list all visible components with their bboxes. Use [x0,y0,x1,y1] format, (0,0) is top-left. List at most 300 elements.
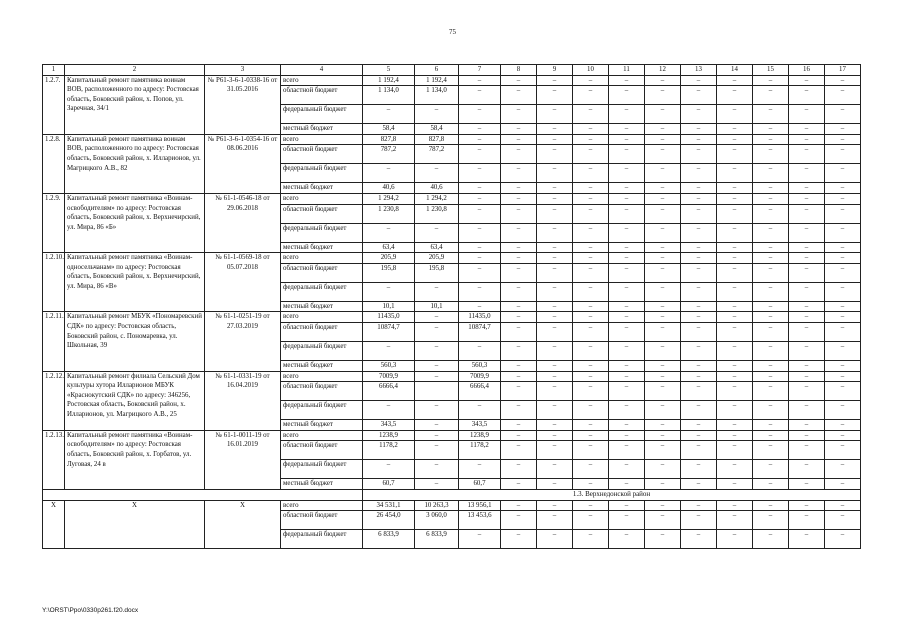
empty-year-cell: – [573,183,609,194]
empty-year-cell: – [609,401,645,420]
empty-year-cell: – [573,479,609,490]
empty-year-cell: – [645,86,681,105]
empty-year-cell: – [537,360,573,371]
amount-cell: 343,5 [459,420,501,431]
amount-cell: – [415,282,459,301]
header-cell: 13 [681,65,717,76]
empty-year-cell: – [825,204,861,223]
amount-cell: – [459,282,501,301]
empty-year-cell: – [753,460,789,479]
empty-year-cell: – [501,401,537,420]
empty-year-cell: – [501,86,537,105]
empty-year-cell: – [789,312,825,323]
empty-year-cell: – [681,322,717,341]
empty-year-cell: – [609,360,645,371]
amount-cell: 205,9 [415,253,459,264]
empty-year-cell: – [825,242,861,253]
empty-year-cell: – [645,479,681,490]
amount-cell: 10874,7 [459,322,501,341]
budget-label: местный бюджет [281,124,363,135]
empty-year-cell: – [681,511,717,530]
amount-cell: 6 833,9 [415,530,459,549]
empty-year-cell: – [537,530,573,549]
empty-year-cell: – [825,145,861,164]
empty-year-cell: – [537,460,573,479]
empty-year-cell: – [717,301,753,312]
empty-year-cell: – [573,223,609,242]
empty-year-cell: – [717,204,753,223]
empty-year-cell: – [573,86,609,105]
empty-year-cell: – [789,382,825,401]
empty-year-cell: – [501,183,537,194]
empty-year-cell: – [537,511,573,530]
budget-label: федеральный бюджет [281,460,363,479]
amount-cell: 343,5 [363,420,415,431]
empty-year-cell: – [753,124,789,135]
empty-year-cell: – [681,341,717,360]
amount-cell: – [415,460,459,479]
empty-year-cell: – [537,441,573,460]
empty-year-cell: – [825,223,861,242]
empty-year-cell: – [825,420,861,431]
empty-year-cell: – [681,420,717,431]
record-document: № 61-1-0011-19 от 16.01.2019 [205,430,281,489]
header-cell: 11 [609,65,645,76]
amount-cell: 13 453,6 [459,511,501,530]
empty-year-cell: – [573,530,609,549]
amount-cell: – [459,75,501,86]
empty-year-cell: – [789,282,825,301]
table-row [43,253,861,264]
empty-year-cell: – [753,183,789,194]
empty-year-cell: – [645,460,681,479]
empty-year-cell: – [537,282,573,301]
empty-year-cell: – [609,75,645,86]
empty-year-cell: – [825,301,861,312]
empty-year-cell: – [717,145,753,164]
amount-cell: 1178,2 [459,441,501,460]
page-number: 75 [449,28,456,36]
amount-cell: 60,7 [363,479,415,490]
empty-year-cell: – [573,105,609,124]
empty-year-cell: – [717,282,753,301]
empty-year-cell: – [789,253,825,264]
empty-year-cell: – [681,183,717,194]
empty-year-cell: – [681,500,717,511]
empty-year-cell: – [789,164,825,183]
empty-year-cell: – [753,242,789,253]
empty-year-cell: – [609,341,645,360]
amount-cell: 34 531,1 [363,500,415,511]
empty-year-cell: – [825,500,861,511]
empty-year-cell: – [789,401,825,420]
empty-year-cell: – [681,460,717,479]
amount-cell: – [459,124,501,135]
empty-year-cell: – [717,441,753,460]
amount-cell: – [459,223,501,242]
empty-year-cell: – [825,282,861,301]
record-name: Капитальный ремонт МБУК «Пономаревский СДК» по адресу: Ростовская область, Боковский район, с. Пономаревка, ул. Школьная, 39 [65,312,205,371]
record-name: Капитальный ремонт памятника воинам ВОВ, расположенного по адресу: Ростовская область, Боковский район, х. Илларионов, ул. Магрицкого А.В., 82 [65,134,205,193]
amount-cell: – [415,360,459,371]
empty-year-cell: – [537,164,573,183]
empty-year-cell: – [717,105,753,124]
amount-cell: 40,6 [415,183,459,194]
empty-year-cell: – [609,420,645,431]
budget-label: всего [281,430,363,441]
empty-year-cell: – [681,86,717,105]
empty-year-cell: – [717,430,753,441]
amount-cell: 1 230,8 [415,204,459,223]
empty-year-cell: – [753,263,789,282]
amount-cell: 787,2 [415,145,459,164]
budget-label: всего [281,500,363,511]
empty-year-cell: – [753,105,789,124]
empty-year-cell: – [753,479,789,490]
empty-year-cell: – [753,420,789,431]
empty-year-cell: – [717,86,753,105]
amount-cell: 1238,9 [459,430,501,441]
investment-table-container [42,64,860,549]
record-name: Капитальный ремонт памятника «Воинам-освободителям» по адресу: Ростовская область, Боковский район, х. Верхнечирский, ул. Мира, 86 «Б» [65,193,205,252]
amount-cell: – [363,105,415,124]
empty-year-cell: – [753,145,789,164]
empty-year-cell: – [537,479,573,490]
empty-year-cell: – [537,341,573,360]
empty-year-cell: – [717,124,753,135]
empty-year-cell: – [717,223,753,242]
amount-cell: 7009,9 [459,371,501,382]
empty-year-cell: – [789,441,825,460]
empty-year-cell: – [789,145,825,164]
empty-year-cell: – [609,124,645,135]
empty-year-cell: – [717,242,753,253]
empty-year-cell: – [645,312,681,323]
amount-cell: – [459,263,501,282]
empty-year-cell: – [501,263,537,282]
header-cell: 8 [501,65,537,76]
amount-cell: 787,2 [363,145,415,164]
empty-year-cell: – [825,312,861,323]
header-cell: 6 [415,65,459,76]
empty-year-cell: – [501,371,537,382]
amount-cell: – [415,420,459,431]
empty-year-cell: – [645,371,681,382]
empty-year-cell: – [609,530,645,549]
budget-label: федеральный бюджет [281,401,363,420]
empty-year-cell: – [573,242,609,253]
record-number: 1.2.8. [43,134,65,193]
empty-year-cell: – [573,124,609,135]
empty-year-cell: – [789,460,825,479]
header-cell: 7 [459,65,501,76]
empty-year-cell: – [501,223,537,242]
empty-year-cell: – [573,253,609,264]
empty-year-cell: – [789,134,825,145]
empty-year-cell: – [753,341,789,360]
amount-cell: – [415,430,459,441]
empty-year-cell: – [609,301,645,312]
header-cell: 15 [753,65,789,76]
empty-year-cell: – [825,124,861,135]
empty-year-cell: – [645,183,681,194]
table-row [43,371,861,382]
amount-cell: – [363,164,415,183]
empty-year-cell: – [573,312,609,323]
amount-cell: – [459,242,501,253]
empty-year-cell: – [825,86,861,105]
empty-year-cell: – [573,145,609,164]
empty-year-cell: – [825,460,861,479]
budget-label: федеральный бюджет [281,341,363,360]
budget-label: всего [281,193,363,204]
empty-year-cell: – [789,341,825,360]
amount-cell: 1 294,2 [363,193,415,204]
budget-label: областной бюджет [281,441,363,460]
budget-label: федеральный бюджет [281,282,363,301]
empty-year-cell: – [645,204,681,223]
empty-year-cell: – [681,204,717,223]
budget-label: местный бюджет [281,479,363,490]
empty-year-cell: – [537,430,573,441]
amount-cell: – [363,341,415,360]
empty-year-cell: – [645,242,681,253]
header-cell: 10 [573,65,609,76]
empty-year-cell: – [753,401,789,420]
empty-year-cell: – [825,322,861,341]
empty-year-cell: – [573,360,609,371]
record-document: № 61-1-0331-19 от 16.04.2019 [205,371,281,430]
empty-year-cell: – [789,183,825,194]
empty-year-cell: – [609,500,645,511]
record-document: № 61-1-0251-19 от 27.03.2019 [205,312,281,371]
empty-year-cell: – [825,511,861,530]
empty-year-cell: – [681,282,717,301]
empty-year-cell: – [753,511,789,530]
empty-year-cell: – [537,312,573,323]
amount-cell: 10 263,3 [415,500,459,511]
empty-year-cell: – [681,242,717,253]
amount-cell: 560,3 [459,360,501,371]
empty-year-cell: – [609,382,645,401]
amount-cell: – [363,460,415,479]
empty-year-cell: – [537,322,573,341]
amount-cell: 1 294,2 [415,193,459,204]
empty-year-cell: – [825,134,861,145]
empty-year-cell: – [501,105,537,124]
empty-year-cell: – [645,301,681,312]
amount-cell: – [459,460,501,479]
empty-year-cell: – [681,75,717,86]
empty-year-cell: – [537,75,573,86]
empty-year-cell: – [501,479,537,490]
empty-year-cell: – [789,86,825,105]
empty-year-cell: – [609,145,645,164]
amount-cell: – [459,301,501,312]
table-row [43,430,861,441]
empty-year-cell: – [645,530,681,549]
record-document: № 61-1-0546-18 от 29.06.2018 [205,193,281,252]
amount-cell: – [415,164,459,183]
amount-cell: 1178,2 [363,441,415,460]
empty-year-cell: – [789,193,825,204]
amount-cell: – [459,530,501,549]
empty-year-cell: – [717,382,753,401]
amount-cell: 58,4 [363,124,415,135]
empty-year-cell: – [825,263,861,282]
empty-year-cell: – [753,322,789,341]
empty-year-cell: – [717,530,753,549]
amount-cell: – [415,441,459,460]
empty-year-cell: – [501,312,537,323]
header-cell: 4 [281,65,363,76]
budget-label: местный бюджет [281,183,363,194]
empty-year-cell: – [501,441,537,460]
record-document: № Р61-3-6-1-0354-16 от 08.06.2016 [205,134,281,193]
amount-cell: – [363,223,415,242]
record-document: № Р61-3-6-1-0338-16 от 31.05.2016 [205,75,281,134]
empty-year-cell: – [681,253,717,264]
empty-year-cell: – [681,164,717,183]
empty-year-cell: – [501,460,537,479]
table-body [43,65,861,549]
amount-cell: – [459,253,501,264]
empty-year-cell: – [573,420,609,431]
empty-year-cell: – [825,430,861,441]
empty-year-cell: – [825,360,861,371]
empty-year-cell: – [537,500,573,511]
empty-year-cell: – [717,479,753,490]
empty-year-cell: – [753,164,789,183]
empty-year-cell: – [609,204,645,223]
empty-year-cell: – [753,282,789,301]
empty-year-cell: – [753,86,789,105]
empty-year-cell: – [717,322,753,341]
empty-year-cell: – [501,75,537,86]
empty-year-cell: – [825,164,861,183]
amount-cell: – [459,204,501,223]
empty-year-cell: – [573,263,609,282]
empty-year-cell: – [753,253,789,264]
empty-year-cell: – [645,500,681,511]
table-row [43,134,861,145]
empty-year-cell: – [681,145,717,164]
budget-label: областной бюджет [281,263,363,282]
amount-cell: – [459,183,501,194]
empty-year-cell: – [753,134,789,145]
amount-cell: 1 192,4 [363,75,415,86]
empty-year-cell: – [609,371,645,382]
empty-year-cell: – [681,371,717,382]
empty-year-cell: – [537,242,573,253]
empty-year-cell: – [537,86,573,105]
record-number: 1.2.12. [43,371,65,430]
header-cell: 2 [65,65,205,76]
amount-cell: – [459,401,501,420]
empty-year-cell: – [789,322,825,341]
budget-label: всего [281,312,363,323]
header-cell: 16 [789,65,825,76]
empty-year-cell: – [717,193,753,204]
amount-cell: 11435,0 [459,312,501,323]
empty-year-cell: – [681,124,717,135]
empty-year-cell: – [789,223,825,242]
empty-year-cell: – [501,193,537,204]
empty-year-cell: – [681,382,717,401]
amount-cell: 195,8 [363,263,415,282]
empty-year-cell: – [645,511,681,530]
empty-year-cell: – [501,145,537,164]
empty-year-cell: – [789,420,825,431]
empty-year-cell: – [573,382,609,401]
amount-cell: 10,1 [415,301,459,312]
amount-cell: 10,1 [363,301,415,312]
amount-cell: 560,3 [363,360,415,371]
amount-cell: – [415,371,459,382]
budget-label: областной бюджет [281,322,363,341]
header-cell: 9 [537,65,573,76]
empty-year-cell: – [537,183,573,194]
amount-cell: 1 230,8 [363,204,415,223]
empty-year-cell: – [573,134,609,145]
empty-year-cell: – [825,183,861,194]
empty-year-cell: – [573,500,609,511]
amount-cell: 6666,4 [459,382,501,401]
empty-year-cell: – [717,263,753,282]
empty-year-cell: – [645,223,681,242]
empty-year-cell: – [537,223,573,242]
amount-cell: 6 833,9 [363,530,415,549]
empty-year-cell: – [645,193,681,204]
empty-year-cell: – [609,105,645,124]
empty-year-cell: – [753,530,789,549]
budget-label: областной бюджет [281,511,363,530]
record-document: № 61-1-0569-18 от 05.07.2018 [205,253,281,312]
budget-label: федеральный бюджет [281,223,363,242]
amount-cell: – [415,105,459,124]
empty-year-cell: – [609,164,645,183]
empty-year-cell: – [645,401,681,420]
empty-year-cell: – [645,164,681,183]
amount-cell: 195,8 [415,263,459,282]
empty-year-cell: – [717,460,753,479]
amount-cell: 7009,9 [363,371,415,382]
empty-year-cell: – [681,134,717,145]
empty-year-cell: – [537,301,573,312]
empty-year-cell: – [681,430,717,441]
empty-year-cell: – [609,430,645,441]
empty-year-cell: – [573,441,609,460]
empty-year-cell: – [717,183,753,194]
amount-cell: 1238,9 [363,430,415,441]
table-row [43,500,861,511]
empty-year-cell: – [681,223,717,242]
empty-year-cell: – [753,301,789,312]
empty-year-cell: – [789,511,825,530]
empty-year-cell: – [573,204,609,223]
table-row [43,312,861,323]
empty-year-cell: – [717,134,753,145]
budget-label: областной бюджет [281,382,363,401]
empty-year-cell: – [717,511,753,530]
budget-label: местный бюджет [281,301,363,312]
empty-year-cell: – [645,253,681,264]
empty-year-cell: – [717,164,753,183]
budget-label: местный бюджет [281,360,363,371]
empty-year-cell: – [501,242,537,253]
empty-year-cell: – [501,164,537,183]
empty-year-cell: – [645,263,681,282]
